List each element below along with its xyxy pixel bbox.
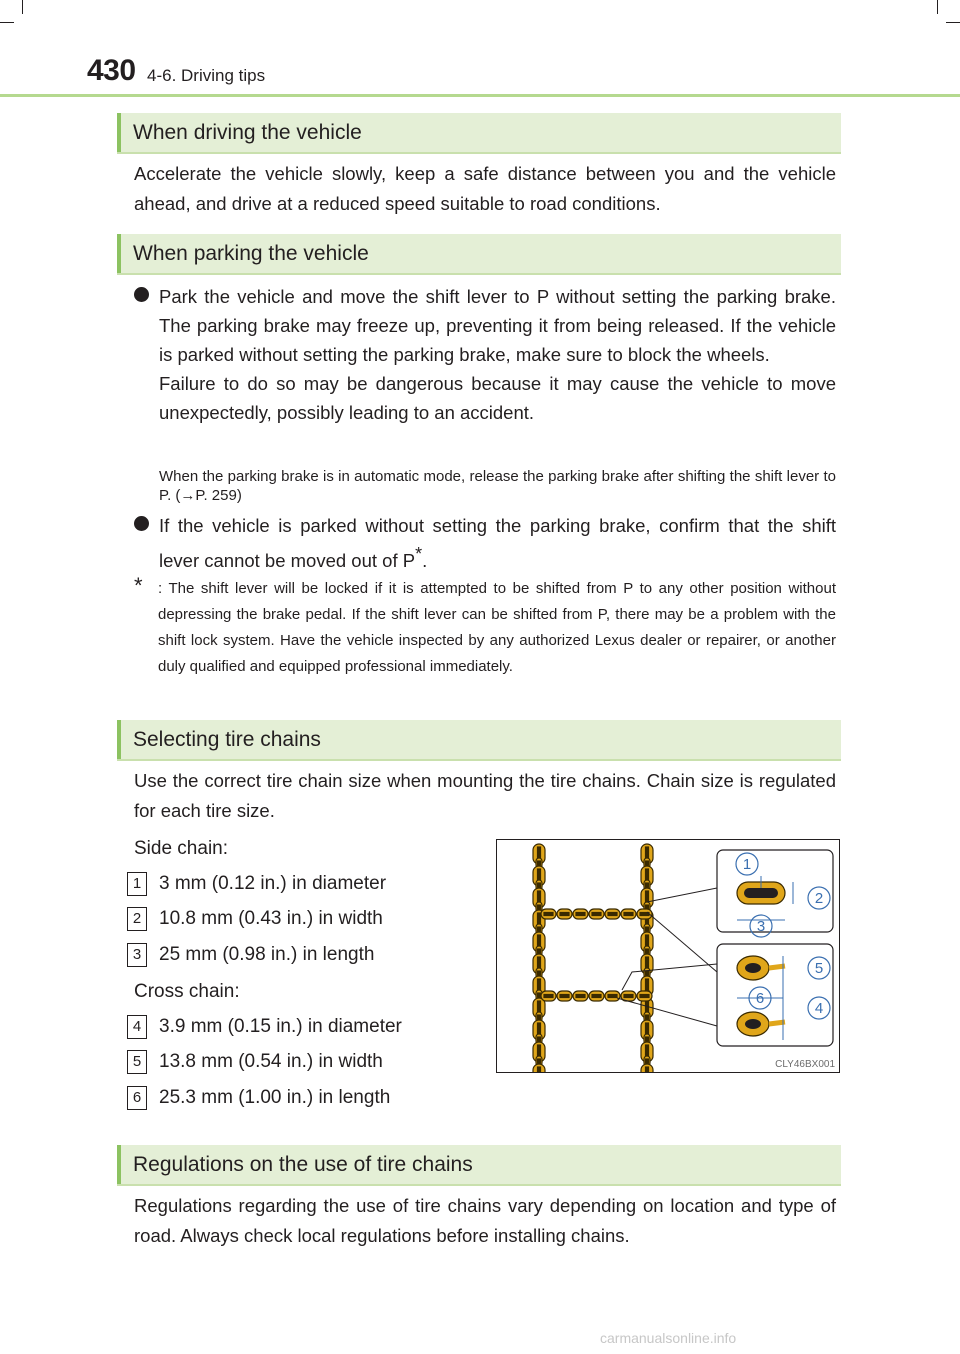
chain-link-gap <box>538 993 541 997</box>
crop-mark-top-right-h <box>946 22 960 23</box>
item-number: 3 <box>127 943 147 967</box>
callout-3-number: 3 <box>756 918 766 935</box>
section-heading-regulations <box>117 1145 841 1186</box>
crop-mark-top-right-v <box>937 0 938 14</box>
chain-link-gap <box>538 1015 541 1019</box>
chain-link-gap <box>538 1059 541 1063</box>
heading-text: When driving the vehicle <box>133 121 362 144</box>
driving-body: Accelerate the vehicle slowly, keep a safe distance between you and the vehicle ahead, and drive at a reduced speed suitable to road conditions. <box>134 163 836 214</box>
crop-mark-top-left-v <box>22 0 23 14</box>
section-heading-selecting <box>117 720 841 761</box>
item-number: 4 <box>127 1015 147 1039</box>
chain-link-gap <box>538 971 541 975</box>
chain-link-gap <box>560 995 569 998</box>
item-text: 25.3 mm (1.00 in.) in length <box>159 1087 391 1108</box>
chain-link-gap <box>646 883 649 887</box>
bullet-text <box>159 282 836 427</box>
bullet-paragraph-1: Park the vehicle and move the shift lever to P without setting the parking brake. The parking brake may freeze up, preventing it from being released. If the vehicle is parked without setting the parking brake, make sure to block the wheels. <box>159 286 836 365</box>
chain-link-gap <box>538 949 541 953</box>
chain-link-gap <box>592 913 601 916</box>
figure-code: CLY46BX001 <box>775 1059 835 1070</box>
chain-link-gap <box>544 995 553 998</box>
asterisk-mark: * <box>415 544 423 564</box>
section-title: 4-6. Driving tips <box>147 66 266 85</box>
item-number: 6 <box>127 1086 147 1110</box>
page-number: 430 <box>87 54 136 87</box>
heading-text: Selecting tire chains <box>133 728 321 751</box>
chain-link-gap <box>538 927 541 931</box>
chain-links <box>533 844 653 1072</box>
callout-4-number: 4 <box>814 1000 824 1017</box>
bullet-2-end: . <box>422 550 428 572</box>
header-rule <box>0 94 960 97</box>
heading-text: Regulations on the use of tire chains <box>133 1153 473 1176</box>
chain-link-gap <box>608 995 617 998</box>
footnote-asterisk: * <box>134 573 143 598</box>
item-text: 25 mm (0.98 in.) in length <box>159 944 375 965</box>
chain-link-gap <box>592 995 601 998</box>
chain-link-gap <box>646 1037 649 1041</box>
chain-link-gap <box>646 1059 649 1063</box>
callout-5-number: 5 <box>814 960 824 977</box>
callout-1-number: 1 <box>742 856 752 873</box>
item-number: 2 <box>127 907 147 931</box>
callout-6-number: 6 <box>755 990 765 1007</box>
chain-link-gap <box>576 995 585 998</box>
chain-link-gap <box>538 861 541 865</box>
chain-link-gap <box>608 913 617 916</box>
bullet-text <box>159 511 836 575</box>
watermark: carmanualsonline.info <box>600 1330 737 1346</box>
heading-text: When parking the vehicle <box>133 242 369 265</box>
regulations-body: Regulations regarding the use of tire chains vary depending on location and type of road. Always check local regulations before installing chains. <box>134 1195 836 1246</box>
chain-link-gap <box>576 913 585 916</box>
chain-link-gap <box>538 883 541 887</box>
chain-link-gap <box>646 949 649 953</box>
cross-chain-label: Cross chain: <box>134 981 240 1002</box>
tire-chain-illustration <box>496 839 840 1073</box>
bullet-paragraph-2: Failure to do so may be dangerous because it may cause the vehicle to move unexpectedly, possibly leading to an accident. <box>159 373 836 423</box>
side-chain-label: Side chain: <box>134 838 229 859</box>
selecting-body: Use the correct tire chain size when mounting the tire chains. Chain size is regulated for each tire size. <box>134 770 836 821</box>
chain-link-gap <box>538 1067 541 1072</box>
chain-link-gap <box>538 905 541 909</box>
item-text: 13.8 mm (0.54 in.) in width <box>159 1051 383 1072</box>
chain-link-gap <box>646 1067 649 1072</box>
callout-2-number: 2 <box>814 890 824 907</box>
chain-link-gap <box>646 1015 649 1019</box>
item-number: 1 <box>127 872 147 896</box>
chain-link-gap <box>646 971 649 975</box>
bullet-2-text: If the vehicle is parked without setting the parking brake, confirm that the shift lever cannot be moved out of P <box>159 515 836 572</box>
bullet-icon <box>134 287 149 302</box>
chain-link-gap <box>624 913 633 916</box>
tire-chain-drawing <box>497 840 839 1072</box>
chain-link-gap <box>646 861 649 865</box>
item-text: 3.9 mm (0.15 in.) in diameter <box>159 1016 402 1037</box>
bullet-icon <box>134 516 149 531</box>
footnote-text: : The shift lever will be locked if it is attempted to be shifted from P to any other position without depressing the brake pedal. If the shift lever can be shifted from P, there may be a problem with the shift lock system. Have the vehicle inspected by any authorized Lexus dealer or repairer, or another duly qualified and equipped professional immediately. <box>158 580 836 675</box>
chain-link-gap <box>646 927 649 931</box>
section-heading-parking <box>117 234 841 275</box>
section-heading-driving <box>117 113 841 154</box>
chain-link-gap <box>624 995 633 998</box>
side-link-hole <box>744 888 778 898</box>
parking-brake-note: When the parking brake is in automatic mode, release the parking brake after shifting the shift lever to P. (→P. 259) <box>159 468 836 504</box>
chain-link-gap <box>544 913 553 916</box>
item-text: 10.8 mm (0.43 in.) in width <box>159 908 383 929</box>
chain-link-gap <box>538 1037 541 1041</box>
chain-link-gap <box>640 995 649 998</box>
item-text: 3 mm (0.12 in.) in diameter <box>159 873 387 894</box>
chain-link-gap <box>560 913 569 916</box>
item-number: 5 <box>127 1050 147 1074</box>
crop-mark-top-left-h <box>0 22 14 23</box>
